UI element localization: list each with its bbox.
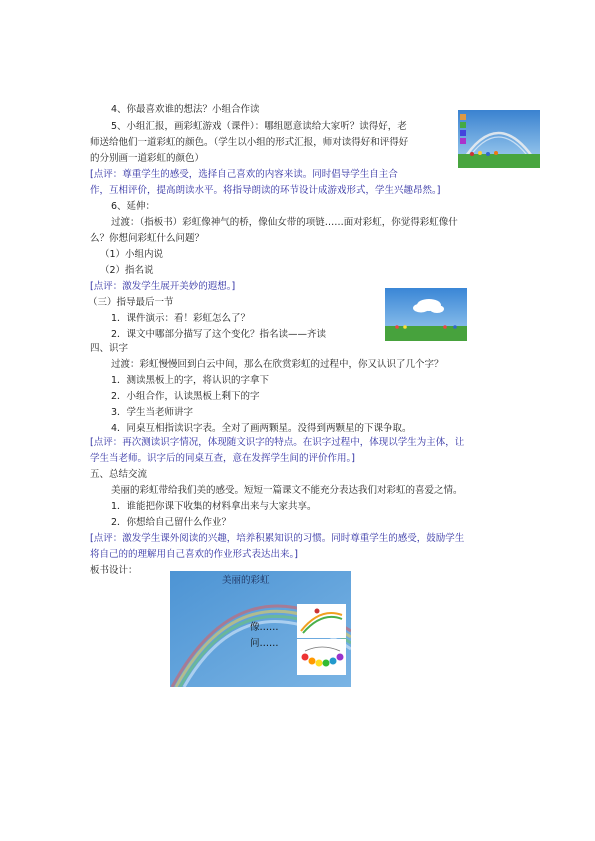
- section-heading: 四、识字: [90, 343, 129, 354]
- text-line: 过渡：（指板书）彩虹像神气的桥，像仙女带的项链……面对彩虹，你觉得彩虹像什: [111, 217, 458, 228]
- text-line: 师送给他们一道彩虹的颜色。（学生以小组的形式汇报，师对读得好和评得好: [90, 137, 409, 148]
- text-line: （2）指名说: [100, 265, 154, 276]
- board-title: 美丽的彩虹: [222, 575, 270, 586]
- board-design-image: [170, 571, 351, 687]
- section-heading: 五、总结交流: [90, 469, 148, 480]
- text-line: （1）小组内说: [100, 249, 164, 260]
- text-line: 过渡：彩虹慢慢回到白云中间，那么在欣赏彩虹的过程中，你又认识了几个字？: [111, 359, 444, 370]
- text-line: 4、你最喜欢谁的想法？小组合作读: [111, 104, 260, 115]
- text-line: 2．你想给自己留什么作业？: [111, 517, 232, 528]
- board-ask-label: 问……: [250, 638, 279, 649]
- text-line: 2．小组合作，认读黑板上剩下的字: [111, 391, 260, 402]
- text-line: 1．谁能把你课下收集的材料拿出来与大家共享。: [111, 501, 317, 512]
- text-line: 1．课件演示：看！彩虹怎么了？: [111, 313, 251, 324]
- comment-line: 学生当老师。识字后的同桌互查，意在发挥学生间的评价作用。]: [90, 453, 355, 464]
- text-line: 5、小组汇报，画彩虹游戏（课件）：哪组愿意读给大家听？读得好，老: [111, 121, 407, 132]
- cloud-image: [385, 288, 467, 341]
- text-line: 的分别画一道彩虹的颜色）: [90, 153, 205, 164]
- comment-line: [点评：尊重学生的感受，选择自己喜欢的内容来读。同时倡导学生自主合: [90, 169, 398, 180]
- rainbow-game-image: [458, 110, 540, 168]
- board-like-label: 像……: [250, 622, 279, 633]
- text-line: 3．学生当老师讲字: [111, 407, 194, 418]
- text-line: 2．课文中哪部分描写了这个变化？指名读——齐读: [111, 329, 327, 340]
- board-design-label: 板书设计：: [90, 565, 138, 576]
- comment-line: [点评：再次测读识字情况，体现随文识字的特点。在识字过程中，体现以学生为主体，让: [90, 437, 465, 448]
- text-line: 么？你想问彩虹什么问题？: [90, 233, 205, 244]
- comment-line: 将自己的的理解用自己喜欢的作业形式表达出来。]: [90, 549, 298, 560]
- text-line: 1．测读黑板上的字，将认识的字拿下: [111, 375, 270, 386]
- comment-line: [点评：激发学生展开美妙的遐想。]: [90, 281, 236, 292]
- text-line: 6、延伸：: [111, 201, 156, 212]
- text-line: 4．同桌互相指读识字表。全对了画两颗星。没得到两颗星的下课争取。: [111, 423, 412, 434]
- comment-line: 作，互相评价，提高朗读水平。将指导朗读的环节设计成游戏形式，学生兴趣昂然。]: [90, 185, 441, 196]
- text-line: 美丽的彩虹带给我们美的感受。短短一篇课文不能充分表达我们对彩虹的喜爱之情。: [111, 485, 463, 496]
- comment-line: [点评：激发学生课外阅读的兴趣，培养积累知识的习惯。同时尊重学生的感受，鼓励学生: [90, 533, 465, 544]
- section-heading: （三）指导最后一节: [88, 297, 174, 308]
